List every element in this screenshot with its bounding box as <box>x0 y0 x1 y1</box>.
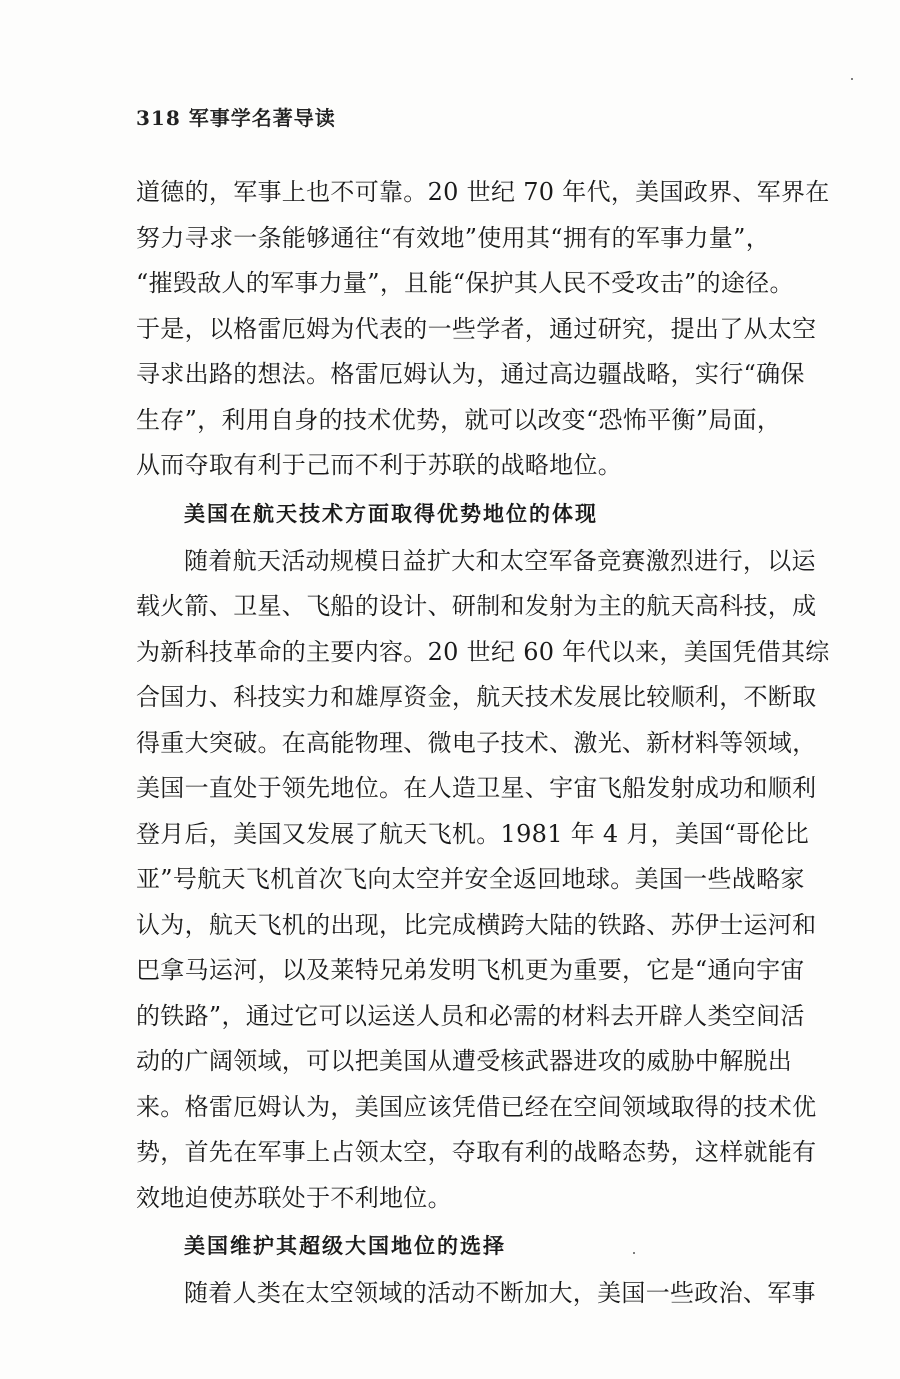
text-line: 认为，航天飞机的出现，比完成横跨大陆的铁路、苏伊士运河和 <box>136 910 817 939</box>
text-line: 为新科技革命的主要内容。20 世纪 60 年代以来，美国凭借其综 <box>136 637 830 666</box>
text-line: 努力寻求一条能够通往“有效地”使用其“拥有的军事力量”， <box>136 223 770 252</box>
running-header <box>136 102 336 131</box>
text-line: 随着人类在太空领域的活动不断加大，美国一些政治、军事 <box>184 1279 816 1307</box>
text-line: 得重大突破。在高能物理、微电子技术、激光、新材料等领域， <box>136 728 817 757</box>
section-heading-2: 美国维护其超级大国地位的选择 <box>184 1234 506 1258</box>
text-line: 载火箭、卫星、飞船的设计、研制和发射为主的航天高科技，成 <box>136 592 817 620</box>
text-line: 生存”，利用自身的技术优势，就可以改变“恐怖平衡”局面， <box>136 405 782 434</box>
paragraph-1 <box>136 170 830 489</box>
text-line: 来。格雷厄姆认为，美国应该凭借已经在空间领域取得的技术优 <box>136 1092 817 1121</box>
text-line: 巴拿马运河，以及莱特兄弟发明飞机更为重要，它是“通向宇宙 <box>136 956 805 984</box>
text-line: 随着航天活动规模日益扩大和太空军备竞赛激烈进行，以运 <box>184 546 816 575</box>
page-body <box>136 170 830 1317</box>
paragraph-2 <box>136 539 830 1222</box>
text-line: 美国一直处于领先地位。在人造卫星、宇宙飞船发射成功和顺利 <box>136 774 817 802</box>
page-number: 318 <box>136 106 181 130</box>
scan-speck <box>851 78 853 80</box>
text-line: 道德的，军事上也不可靠。20 世纪 70 年代，美国政界、军界在 <box>136 178 830 206</box>
text-line: 动的广阔领域，可以把美国从遭受核武器进攻的威胁中解脱出 <box>136 1047 793 1075</box>
text-line: 的铁路”，通过它可以运送人员和必需的材料去开辟人类空间活 <box>136 1001 805 1030</box>
text-line: 从而夺取有利于己而不利于苏联的战略地位。 <box>136 451 622 479</box>
text-line: 合国力、科技实力和雄厚资金，航天技术发展比较顺利，不断取 <box>136 683 817 711</box>
book-title: 军事学名著导读 <box>188 106 336 130</box>
section-heading-1: 美国在航天技术方面取得优势地位的体现 <box>184 501 598 526</box>
text-line: 于是，以格雷厄姆为代表的一些学者，通过研究，提出了从太空 <box>136 314 817 343</box>
text-line: 效地迫使苏联处于不利地位。 <box>136 1183 452 1212</box>
paragraph-3 <box>136 1271 816 1317</box>
text-line: 寻求出路的想法。格雷厄姆认为，通过高边疆战略，实行“确保 <box>136 360 805 388</box>
text-line: 亚”号航天飞机首次飞向太空并安全返回地球。美国一些战略家 <box>136 865 805 893</box>
text-line: 势，首先在军事上占领太空，夺取有利的战略态势，这样就能有 <box>136 1138 817 1166</box>
text-line: 登月后，美国又发展了航天飞机。1981 年 4 月，美国“哥伦比 <box>136 819 810 848</box>
text-line: “摧毁敌人的军事力量”，且能“保护其人民不受攻击”的途径。 <box>136 269 794 297</box>
scan-speck <box>633 1252 635 1254</box>
